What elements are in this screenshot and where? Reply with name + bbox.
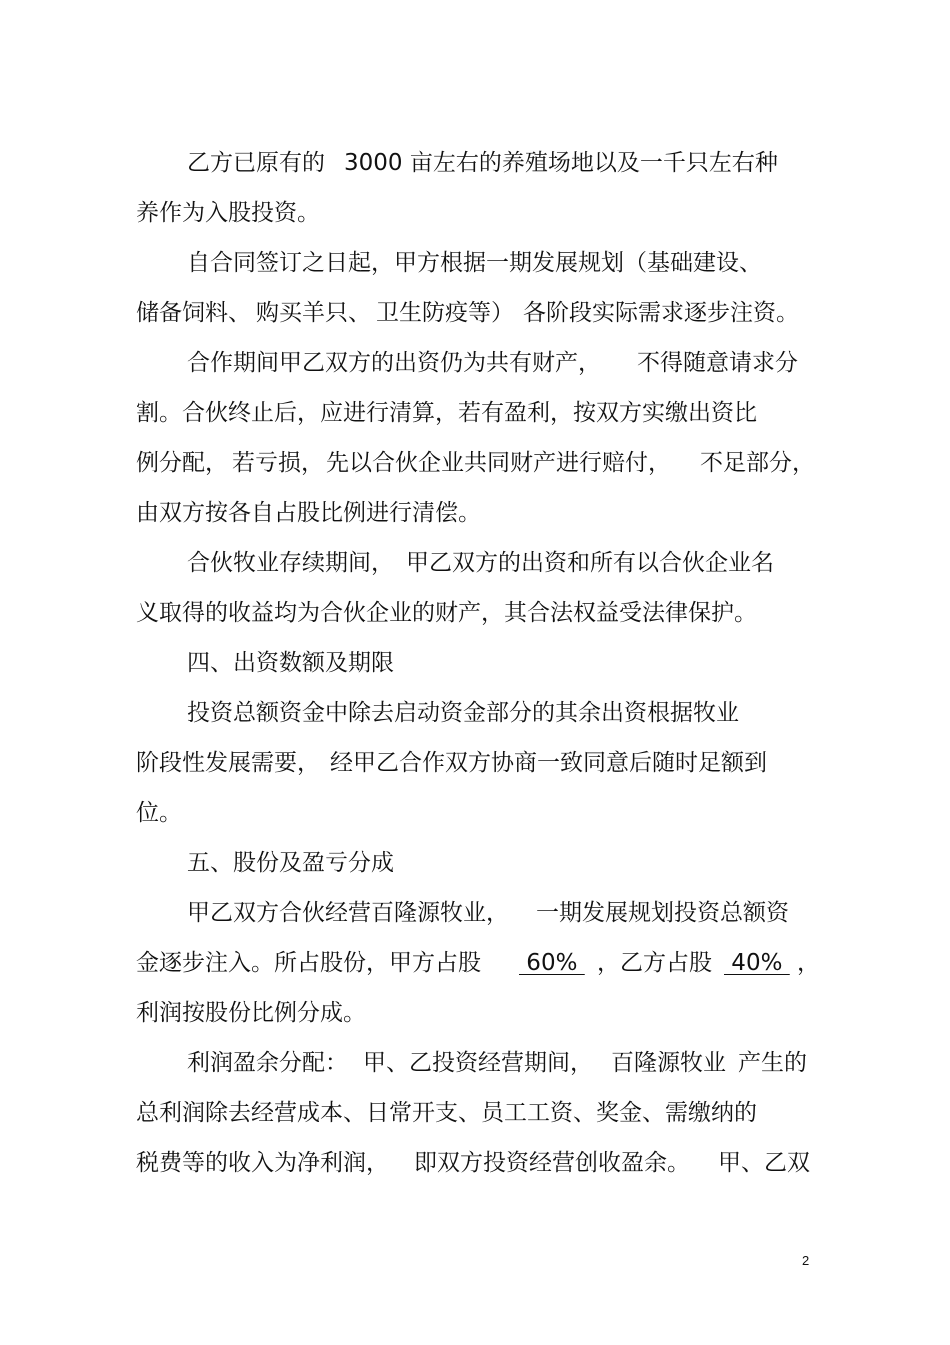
text-line — [0, 498, 950, 528]
text-segment: 即双方投资经营创收盈余。 — [414, 1150, 690, 1176]
text-line — [0, 298, 950, 328]
text-segment: 金逐步注入。所占股份，甲方占股 — [136, 950, 481, 976]
text-segment: 总利润除去经营成本、日常开支、员工工资、奖金、需缴纳的 — [136, 1100, 757, 1126]
text-segment: 投资总额资金中除去启动资金部分的其余出资根据牧业 — [187, 700, 739, 726]
text-line — [0, 348, 950, 378]
text-line — [0, 448, 950, 478]
text-line — [0, 198, 950, 228]
text-segment: 卫生防疫等） — [376, 300, 514, 326]
text-segment: 储备饲料、 — [136, 300, 251, 326]
text-segment: 经甲乙合作双方协商一致同意后随时足额到 — [330, 750, 767, 776]
text-line — [0, 248, 950, 278]
text-segment: 义取得的收益均为合伙企业的财产，其合法权益受法律保护。 — [136, 600, 757, 626]
text-segment: 先以合伙企业共同财产进行赔付， — [326, 450, 671, 476]
text-segment: ， — [797, 950, 820, 976]
share-percent-party-a: 60% — [519, 950, 585, 976]
text-line — [0, 598, 950, 628]
text-segment: 合伙牧业存续期间， — [187, 550, 394, 576]
text-line — [0, 998, 950, 1028]
text-segment: ，乙方占股 — [597, 950, 712, 976]
text-line — [0, 898, 950, 928]
text-line — [0, 1048, 950, 1078]
text-segment: 产生的 — [738, 1050, 807, 1076]
text-segment: 购买羊只、 — [256, 300, 371, 326]
text-segment: 五、股份及盈亏分成 — [187, 850, 394, 876]
text-segment: 乙方已原有的 — [187, 150, 325, 176]
text-line — [0, 548, 950, 578]
text-segment: 割。合伙终止后，应进行清算，若有盈利，按双方实缴出资比 — [136, 400, 757, 426]
text-line — [0, 1098, 950, 1128]
text-line — [0, 1148, 950, 1178]
text-segment: 由双方按各自占股比例进行清偿。 — [136, 500, 481, 526]
text-segment: 各阶段实际需求逐步注资。 — [523, 300, 799, 326]
text-segment: 阶段性发展需要， — [136, 750, 320, 776]
page-number: 2 — [802, 1253, 810, 1268]
text-segment: 养作为入股投资。 — [136, 200, 320, 226]
text-segment: 自合同签订之日起，甲方根据一期发展规划（基础建设、 — [187, 250, 762, 276]
text-segment: 税费等的收入为净利润， — [136, 1150, 389, 1176]
text-segment: 甲、乙投资经营期间， — [363, 1050, 593, 1076]
text-line — [0, 698, 950, 728]
text-segment: 甲乙双方的出资和所有以合伙企业名 — [406, 550, 774, 576]
text-segment: 不足部分， — [700, 450, 815, 476]
text-segment: 甲、乙双 — [718, 1150, 810, 1176]
text-line — [0, 398, 950, 428]
text-segment: 若亏损， — [232, 450, 324, 476]
text-line — [0, 748, 950, 778]
text-segment: 不得随意请求分 — [637, 350, 798, 376]
text-line — [0, 148, 950, 178]
text-segment: 利润盈余分配： — [187, 1050, 348, 1076]
text-segment: 百隆源牧业 — [611, 1050, 726, 1076]
text-segment: 甲乙双方合伙经营百隆源牧业， — [187, 900, 509, 926]
text-line — [0, 948, 950, 978]
text-segment: 例分配， — [136, 450, 228, 476]
text-segment: 利润按股份比例分成。 — [136, 1000, 366, 1026]
share-percent-party-b: 40% — [724, 950, 790, 976]
section-heading — [0, 848, 950, 878]
text-segment: 合作期间甲乙双方的出资仍为共有财产， — [187, 350, 601, 376]
text-line — [0, 798, 950, 828]
text-segment: 位。 — [136, 800, 182, 826]
text-segment: 一期发展规划投资总额资 — [536, 900, 789, 926]
section-heading — [0, 648, 950, 678]
text-segment: 3000 亩左右的养殖场地以及一千只左右种 — [344, 150, 778, 176]
text-segment: 四、出资数额及期限 — [187, 650, 394, 676]
